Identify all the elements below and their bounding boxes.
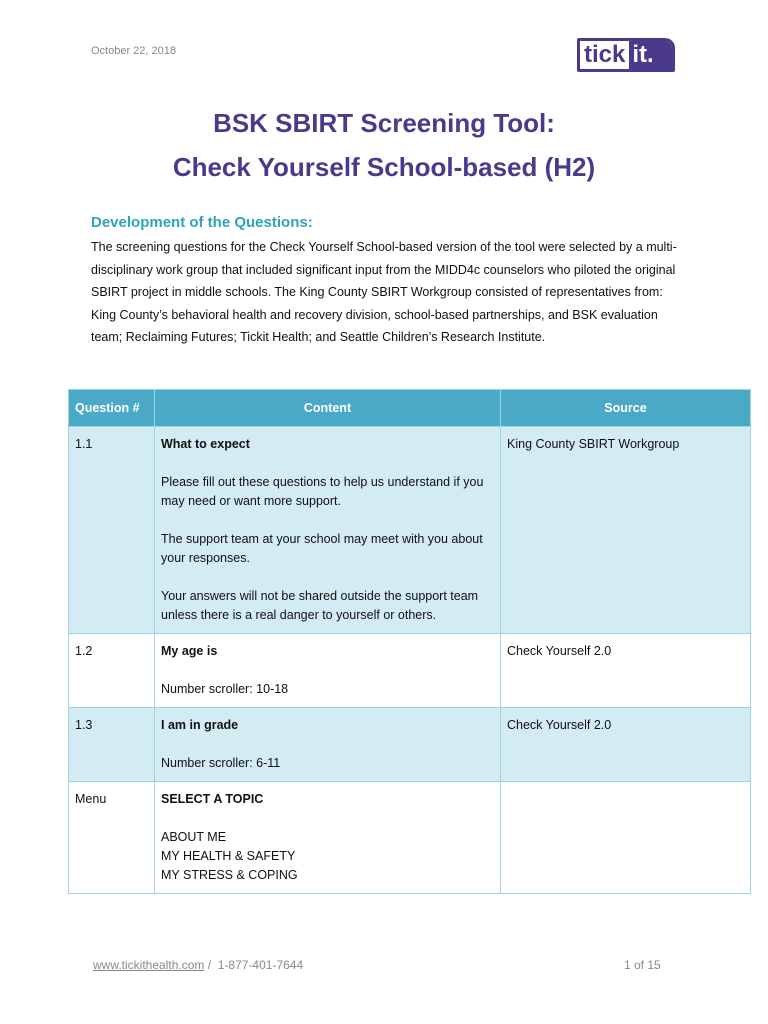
- source-cell: Check Yourself 2.0: [501, 634, 751, 708]
- header-content: Content: [155, 390, 501, 427]
- website-link[interactable]: www.tickithealth.com: [93, 958, 205, 972]
- content-title: I am in grade: [161, 718, 239, 732]
- table-row: [69, 427, 751, 634]
- phone-number: 1-877-401-7644: [217, 958, 304, 972]
- content-cell: [155, 634, 501, 708]
- content-title: What to expect: [161, 437, 250, 451]
- table-row: [69, 782, 751, 894]
- tickit-logo: [577, 38, 675, 72]
- table-row: [69, 708, 751, 782]
- source-cell: [501, 782, 751, 894]
- logo-text-inverse: it.: [629, 41, 672, 69]
- content-line: Number scroller: 10-18: [161, 682, 289, 696]
- content-cell: [155, 427, 501, 634]
- content-line: Number scroller: 6-11: [161, 756, 281, 770]
- content-line: ABOUT ME: [161, 830, 227, 844]
- intro-paragraph: The screening questions for the Check Yourself School-based version of the tool were selected by a multi-disciplinary work group that included significant input from the MIDD4c counselors who piloted the original SBIRT project in middle schools. The King County SBIRT Workgroup consisted of representatives from: King County’s behavioral health and recovery division, school-based partnerships, and BSK evaluation team; Reclaiming Futures; Tickit Health; and Seattle Children’s Research Institute.: [91, 240, 677, 344]
- content-cell: [155, 708, 501, 782]
- footer-contact: [93, 958, 303, 972]
- page-number: 1 of 15: [624, 958, 661, 972]
- content-line: Your answers will not be shared outside the support team unless there is a real danger to yourself or others.: [161, 589, 479, 622]
- content-line: MY HEALTH & SAFETY: [161, 849, 296, 863]
- separator: /: [207, 958, 212, 972]
- table-row: [69, 634, 751, 708]
- document-date: October 22, 2018: [91, 45, 177, 57]
- content-line: The support team at your school may meet with you about your responses.: [161, 532, 483, 565]
- title-line-2: Check Yourself School-based (H2): [172, 152, 596, 182]
- title-line-1: BSK SBIRT Screening Tool:: [213, 108, 555, 138]
- section-heading: Development of the Questions:: [91, 214, 313, 231]
- logo-text: tick: [580, 41, 629, 69]
- content-line: Please fill out these questions to help us understand if you may need or want more support.: [161, 475, 484, 508]
- content-title: My age is: [161, 644, 218, 658]
- question-number: Menu: [69, 782, 155, 894]
- source-cell: Check Yourself 2.0: [501, 708, 751, 782]
- header-question: Question #: [69, 390, 155, 427]
- content-cell: [155, 782, 501, 894]
- header-source: Source: [501, 390, 751, 427]
- content-line: MY STRESS & COPING: [161, 868, 298, 882]
- question-number: 1.1: [69, 427, 155, 634]
- question-number: 1.2: [69, 634, 155, 708]
- question-number: 1.3: [69, 708, 155, 782]
- source-cell: King County SBIRT Workgroup: [501, 427, 751, 634]
- content-title: SELECT A TOPIC: [161, 792, 264, 806]
- questions-table: [68, 389, 751, 894]
